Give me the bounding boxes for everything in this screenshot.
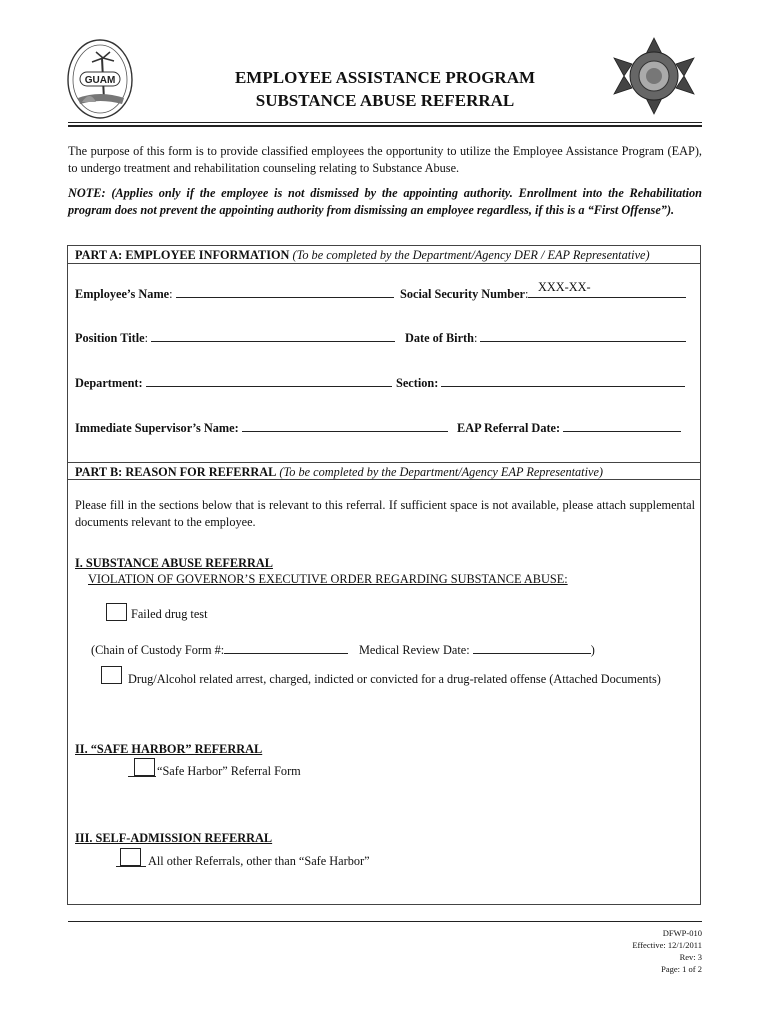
page-number: Page: 1 of 2 bbox=[661, 964, 702, 974]
chain-of-custody-field[interactable]: (Chain of Custody Form #: bbox=[91, 642, 348, 658]
failed-drug-test-label: Failed drug test bbox=[131, 607, 208, 621]
footer-rule bbox=[68, 921, 702, 922]
section-field[interactable]: Section: bbox=[396, 375, 685, 391]
self-admission-checkbox[interactable] bbox=[120, 848, 141, 866]
self-admission-underline bbox=[116, 866, 146, 867]
section-1-heading: I. SUBSTANCE ABUSE REFERRAL bbox=[75, 556, 273, 570]
supervisor-name-field[interactable]: Immediate Supervisor’s Name: bbox=[75, 420, 448, 436]
form-id: DFWP-010 bbox=[662, 928, 702, 938]
date-of-birth-field[interactable]: Date of Birth: bbox=[405, 330, 686, 346]
ssn-field[interactable]: Social Security Number: bbox=[400, 286, 686, 302]
revision: Rev: 3 bbox=[679, 952, 702, 962]
safe-harbor-label: “Safe Harbor” Referral Form bbox=[157, 764, 301, 778]
safe-harbor-underline bbox=[128, 776, 156, 777]
form-subtitle: SUBSTANCE ABUSE REFERRAL bbox=[255, 91, 515, 110]
position-title-field[interactable]: Position Title: bbox=[75, 330, 395, 346]
section-1-subheading: VIOLATION OF GOVERNOR’S EXECUTIVE ORDER REGARDING SUBSTANCE ABUSE: bbox=[88, 572, 568, 586]
form-title: EMPLOYEE ASSISTANCE PROGRAM bbox=[234, 68, 536, 87]
intro-paragraph: The purpose of this form is to provide classified employees the opportunity to utilize the Employee Assistance Program (EAP), to undergo treatment and rehabilitation counseling relating to Substance Abuse. bbox=[68, 144, 702, 175]
section-3-heading: III. SELF-ADMISSION REFERRAL bbox=[75, 831, 273, 845]
safe-harbor-checkbox[interactable] bbox=[134, 758, 155, 776]
employee-name-field[interactable]: Employee’s Name: bbox=[75, 286, 394, 302]
failed-drug-test-checkbox[interactable] bbox=[106, 603, 127, 621]
department-field[interactable]: Department: bbox=[75, 375, 392, 391]
part-b-heading: PART B: REASON FOR REFERRAL (To be completed by the Department/Agency EAP Representative) bbox=[68, 462, 700, 480]
form-box bbox=[67, 245, 701, 905]
part-b-instructions: Please fill in the sections below that is relevant to this referral. If sufficient space is not available, please attach supplemental documents relevant to the employee. bbox=[75, 498, 695, 529]
drug-arrest-label: Drug/Alcohol related arrest, charged, indicted or convicted for a drug-related offense (Attached Documents) bbox=[128, 672, 661, 686]
header-rule-thick bbox=[68, 125, 702, 127]
medical-review-date-field[interactable]: Medical Review Date: ) bbox=[359, 643, 595, 657]
header-rule bbox=[68, 122, 702, 123]
svg-text:GUAM: GUAM bbox=[84, 75, 116, 86]
self-admission-label: All other Referrals, other than “Safe Harbor” bbox=[148, 854, 370, 868]
effective-date: Effective: 12/1/2011 bbox=[632, 940, 702, 950]
ssn-value: XXX-XX- bbox=[538, 280, 591, 294]
drug-arrest-checkbox[interactable] bbox=[101, 666, 122, 684]
part-a-heading: PART A: EMPLOYEE INFORMATION (To be completed by the Department/Agency DER / EAP Representative) bbox=[68, 246, 700, 264]
eap-referral-date-field[interactable]: EAP Referral Date: bbox=[457, 420, 681, 436]
section-2-heading: II. “SAFE HARBOR” REFERRAL bbox=[75, 742, 263, 756]
note-paragraph: NOTE: (Applies only if the employee is not dismissed by the appointing authority. Enrollment into the Rehabilitation program does not prevent the appointing authority from dismissing an employee regardless, if this is a “First Offense”). bbox=[68, 186, 702, 217]
